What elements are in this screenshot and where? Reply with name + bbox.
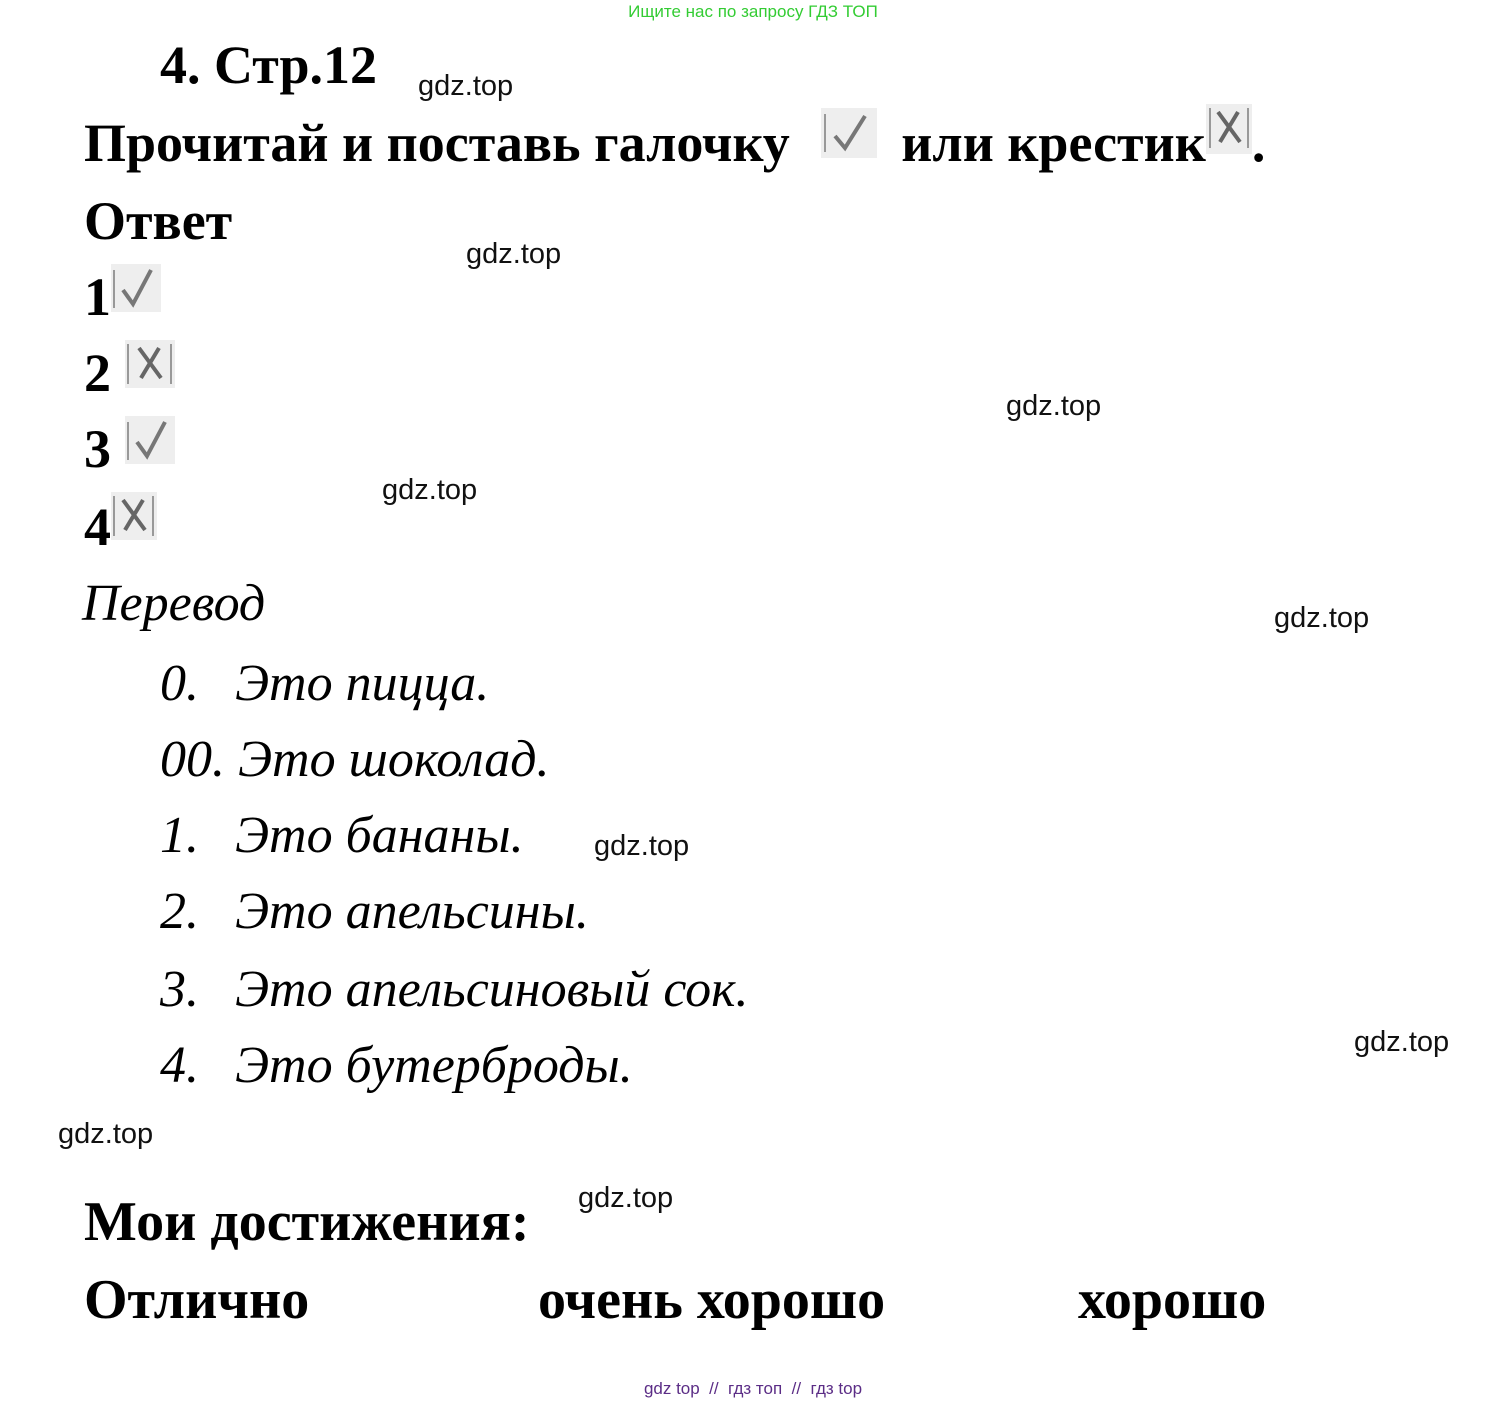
answer-item-2 xyxy=(84,343,175,403)
translation-item xyxy=(160,961,749,1018)
watermark: gdz.top xyxy=(1006,390,1102,422)
instruction-middle: или крестик xyxy=(901,113,1206,173)
instruction-end: . xyxy=(1251,113,1266,173)
translation-item xyxy=(160,731,550,788)
translation-text: Это апельсины. xyxy=(235,883,589,940)
translation-number: 2. xyxy=(160,883,199,940)
cross-icon xyxy=(1206,104,1252,154)
answer-number: 1 xyxy=(84,267,111,327)
answer-number: 2 xyxy=(84,343,111,403)
translation-text: Это бутерброды. xyxy=(235,1037,633,1094)
cross-icon xyxy=(125,340,175,388)
check-icon xyxy=(111,264,161,312)
achievement-level-very-good: очень хорошо xyxy=(538,1269,886,1331)
watermark: gdz.top xyxy=(58,1118,154,1150)
top-banner: Ищите нас по запросу ГДЗ ТОП xyxy=(628,2,878,21)
footer-links[interactable]: gdz top // гдз топ // гдз top xyxy=(643,1379,863,1398)
translation-heading: Перевод xyxy=(82,575,266,632)
answer-item-4 xyxy=(84,497,157,557)
check-icon xyxy=(821,108,877,158)
watermark: gdz.top xyxy=(578,1182,674,1214)
translation-text: Это апельсиновый сок. xyxy=(235,961,749,1018)
instruction-text xyxy=(84,113,1266,173)
watermark: gdz.top xyxy=(1354,1026,1450,1058)
answer-item-1 xyxy=(84,267,161,327)
answer-item-3 xyxy=(84,419,175,479)
achievement-level-good: хорошо xyxy=(1078,1269,1267,1331)
translation-item xyxy=(160,883,589,940)
translation-number: 00. xyxy=(160,731,225,788)
achievements-heading: Мои достижения: xyxy=(84,1191,530,1253)
translation-item xyxy=(160,1037,633,1094)
exercise-title: 4. Стр.12 xyxy=(160,35,378,95)
translation-text: Это шоколад. xyxy=(238,731,550,788)
answer-heading: Ответ xyxy=(84,191,233,251)
answer-number: 3 xyxy=(84,419,111,479)
translation-item xyxy=(160,807,524,864)
translation-number: 4. xyxy=(160,1037,199,1094)
achievement-level-excellent: Отлично xyxy=(84,1269,310,1331)
translation-number: 3. xyxy=(160,961,199,1018)
translation-text: Это пицца. xyxy=(235,655,490,712)
cross-icon xyxy=(111,492,157,540)
watermark: gdz.top xyxy=(594,830,690,862)
watermark: gdz.top xyxy=(382,474,478,506)
translation-number: 1. xyxy=(160,807,199,864)
answer-number: 4 xyxy=(84,497,111,557)
translation-item xyxy=(160,655,490,712)
instruction-before: Прочитай и поставь галочку xyxy=(84,113,790,173)
watermark: gdz.top xyxy=(418,70,514,102)
check-icon xyxy=(125,416,175,464)
watermark: gdz.top xyxy=(466,238,562,270)
translation-text: Это бананы. xyxy=(235,807,524,864)
watermark: gdz.top xyxy=(1274,602,1370,634)
translation-number: 0. xyxy=(160,655,199,712)
